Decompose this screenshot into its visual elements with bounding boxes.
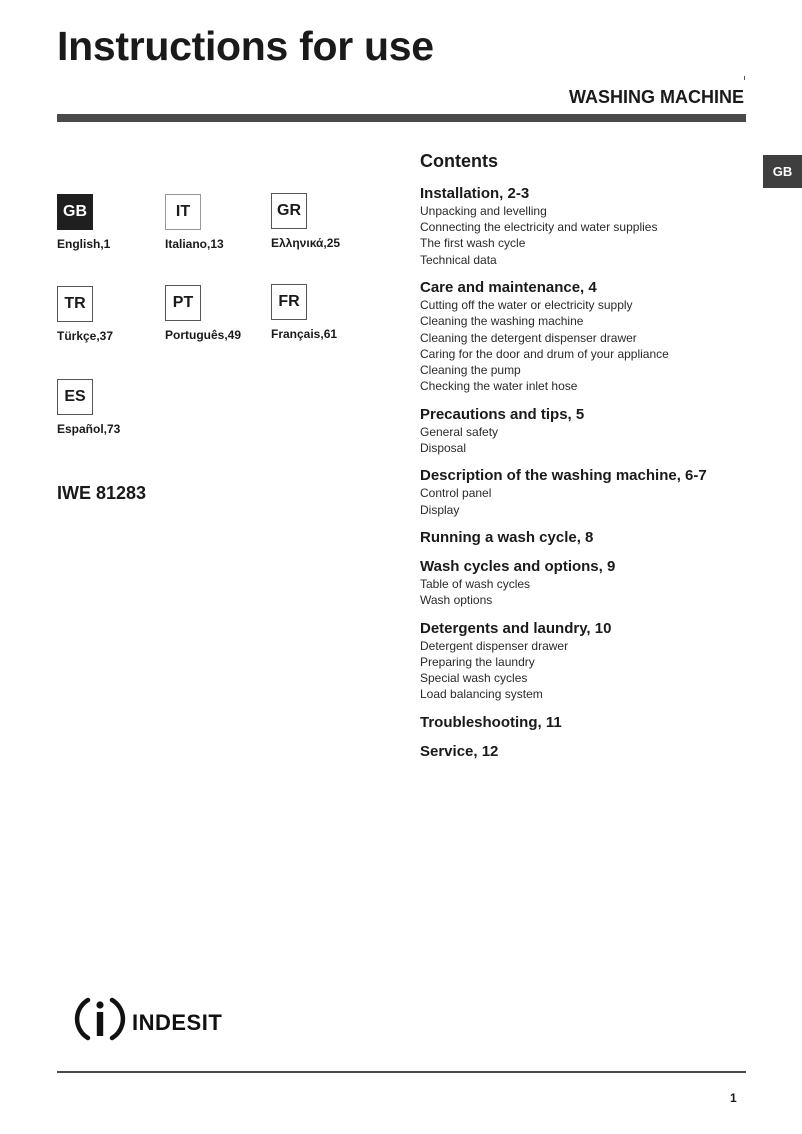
toc-item[interactable]: Cleaning the washing machine [420,314,584,329]
language-code: ES [64,388,86,405]
language-code: PT [172,294,194,311]
toc-heading[interactable]: Running a wash cycle, 8 [420,528,594,546]
toc-item[interactable]: Load balancing system [420,687,543,702]
language-label: Español,73 [57,422,121,436]
product-type: WASHING MACHINE [569,87,744,107]
toc-item[interactable]: Control panel [420,486,492,501]
language-item-gr[interactable] [271,193,381,250]
toc-item[interactable]: Technical data [420,252,497,267]
language-label: Türkçe,37 [57,329,114,343]
language-side-tab[interactable] [763,155,802,188]
toc-section-installation [420,185,760,268]
language-code: GB [63,203,87,220]
toc-item[interactable]: Disposal [420,441,467,456]
page-number: 1 [730,1091,737,1105]
info-circle-logo-icon [74,994,126,1044]
toc-item[interactable]: Wash options [420,593,493,608]
language-code-box[interactable] [271,193,307,229]
language-label: Français,61 [271,327,338,341]
toc-item[interactable]: Detergent dispenser drawer [420,638,569,653]
toc-item[interactable]: General safety [420,424,499,439]
toc-item[interactable]: Special wash cycles [420,671,528,686]
toc-section-care [420,279,760,395]
footer-divider [57,1071,746,1073]
toc-heading[interactable]: Precautions and tips, 5 [420,405,585,423]
toc-section-troubleshooting [420,714,760,732]
toc-item[interactable]: Cutting off the water or electricity supply [420,297,633,312]
toc-section-wash-cycles [420,558,760,609]
toc-item[interactable]: Preparing the laundry [420,654,535,669]
toc-item[interactable]: Unpacking and levelling [420,203,547,218]
toc-section-precautions [420,406,760,457]
header-divider-bar [57,114,746,122]
language-code-box[interactable] [57,194,93,230]
language-item-es[interactable] [57,379,167,436]
toc-item[interactable]: Cleaning the pump [420,363,521,378]
language-item-fr[interactable] [271,284,381,341]
toc-item[interactable]: Checking the water inlet hose [420,379,578,394]
language-code: TR [64,295,86,312]
toc-heading[interactable]: Wash cycles and options, 9 [420,557,616,575]
toc-heading[interactable]: Description of the washing machine, 6-7 [420,467,707,485]
language-code-box[interactable] [57,379,93,415]
language-code: IT [175,203,191,220]
toc-item[interactable]: Table of wash cycles [420,576,531,591]
language-item-gb[interactable] [57,194,167,251]
side-tab-label: GB [772,164,793,179]
toc-section-detergents [420,620,760,703]
toc-item[interactable]: Display [420,502,460,517]
brand-logo [74,994,222,1044]
language-label: Ελληνικά,25 [271,236,341,250]
toc-section-description [420,467,760,518]
language-item-it[interactable] [165,194,275,251]
language-code-box[interactable] [271,284,307,320]
toc-section-service [420,743,760,761]
contents-title: Contents [420,151,498,171]
toc-heading[interactable]: Service, 12 [420,742,499,760]
toc-heading[interactable]: Detergents and laundry, 10 [420,619,612,637]
language-code-box[interactable] [165,194,201,230]
toc-section-running [420,529,760,547]
table-of-contents [420,152,760,772]
toc-item[interactable]: Connecting the electricity and water supplies [420,220,658,235]
toc-heading[interactable]: Troubleshooting, 11 [420,713,562,731]
language-code: GR [277,202,301,219]
crop-mark [744,76,745,80]
language-label: Português,49 [165,328,242,342]
toc-item[interactable]: Caring for the door and drum of your appliance [420,346,669,361]
language-label: Italiano,13 [165,237,224,251]
model-number: IWE 81283 [57,483,147,503]
toc-heading[interactable]: Care and maintenance, 4 [420,278,597,296]
language-item-pt[interactable] [165,285,275,342]
language-code: FR [278,293,300,310]
toc-item[interactable]: The first wash cycle [420,236,526,251]
toc-heading[interactable]: Installation, 2-3 [420,184,530,202]
brand-name: indesit [132,1001,223,1037]
toc-item[interactable]: Cleaning the detergent dispenser drawer [420,330,637,345]
language-code-box[interactable] [165,285,201,321]
language-code-box[interactable] [57,286,93,322]
language-item-tr[interactable] [57,286,167,343]
document-title: Instructions for use [57,23,434,69]
language-label: English,1 [57,237,111,251]
